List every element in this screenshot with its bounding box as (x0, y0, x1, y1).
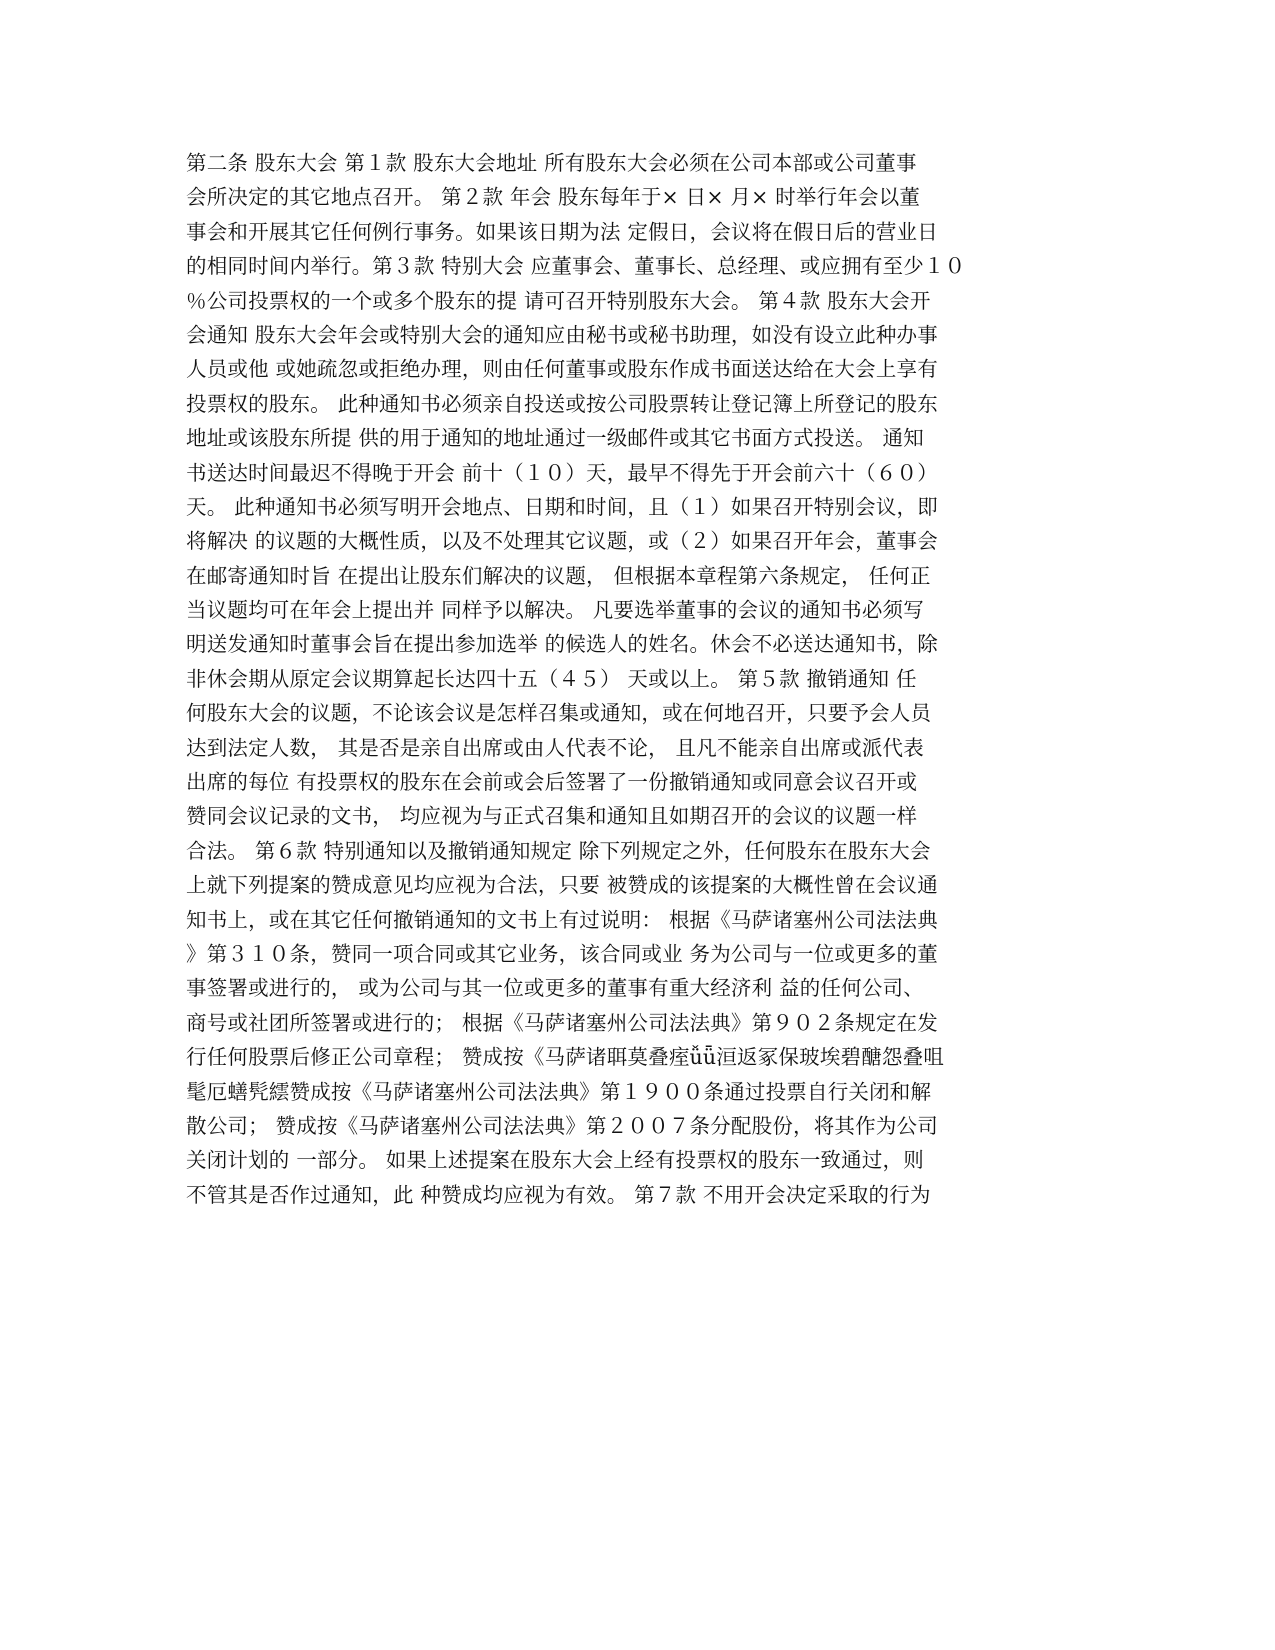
text-line: 商号或社团所签署或进行的； 根据《马萨诸塞州公司法法典》第９０２条规定在发 (186, 1010, 938, 1035)
text-line: 事会和开展其它任何例行事务。如果该日期为法 定假日，会议将在假日后的营业日 (186, 219, 938, 244)
text-line: 关闭计划的 一部分。 如果上述提案在股东大会上经有投票权的股东一致通过，则 (186, 1148, 924, 1173)
text-line: 非休会期从原定会议期算起长达四十五（４５） 天或以上。 第５款 撤销通知 任 (186, 666, 917, 691)
text-line: 行任何股票后修正公司章程； 赞成按《马萨诸聑莫叠痓ǚǖ洹返冢保玻埃碧醣怨叠咀 (186, 1045, 945, 1070)
text-line: 达到法定人数， 其是否是亲自出席或由人代表不论， 且凡不能亲自出席或派代表 (186, 735, 924, 760)
text-line: 知书上，或在其它任何撤销通知的文书上有过说明： 根据《马萨诸塞州公司法法典 (186, 907, 938, 932)
text-line: 》第３１０条，赞同一项合同或其它业务，该合同或业 务为公司与一位或更多的董 (186, 941, 938, 966)
text-line: 事签署或进行的， 或为公司与其一位或更多的董事有重大经济利 益的任何公司、 (186, 976, 924, 1001)
text-line: 会通知 股东大会年会或特别大会的通知应由秘书或秘书助理，如没有设立此种办事 (186, 322, 938, 347)
text-line: 上就下列提案的赞成意见均应视为合法，只要 被赞成的该提案的大概性曾在会议通 (186, 873, 938, 898)
text-line: 第二条 股东大会 第１款 股东大会地址 所有股东大会必须在公司本部或公司董事 (186, 151, 917, 175)
text-line: 明送发通知时董事会旨在提出参加选举 的候选人的姓名。休会不必送达通知书，除 (186, 632, 938, 657)
text-line: 赞同会议记录的文书， 均应视为与正式召集和通知且如期召开的会议的议题一样 (186, 804, 918, 829)
text-line: 出席的每位 有投票权的股东在会前或会后签署了一份撤销通知或同意会议召开或 (186, 770, 918, 795)
text-line: 不管其是否作过通知，此 种赞成均应视为有效。 第７款 不用开会决定采取的行为 (186, 1182, 931, 1207)
body-text (186, 146, 1086, 1212)
text-line: 的相同时间内举行。第３款 特别大会 应董事会、董事长、总经理、或应拥有至少１０ (186, 254, 966, 279)
text-line: 髦厄蟮髠繧赞成按《马萨诸塞州公司法法典》第１９００条通过投票自行关闭和解 (186, 1079, 932, 1104)
text-line: 投票权的股东。 此种通知书必须亲自投送或按公司股票转让登记簿上所登记的股东 (186, 391, 938, 416)
text-line: 书送达时间最迟不得晚于开会 前十（１０）天，最早不得先于开会前六十（６０） (186, 460, 938, 485)
text-line: 地址或该股东所提 供的用于通知的地址通过一级邮件或其它书面方式投送。 通知 (186, 426, 924, 451)
text-line: ％公司投票权的一个或多个股东的提 请可召开特别股东大会。 第４款 股东大会开 (186, 288, 931, 313)
text-line: 在邮寄通知时旨 在提出让股东们解决的议题， 但根据本章程第六条规定， 任何正 (186, 563, 931, 588)
text-line: 散公司； 赞成按《马萨诸塞州公司法法典》第２００７条分配股份，将其作为公司 (186, 1113, 938, 1138)
text-line: 会所决定的其它地点召开。 第２款 年会 股东每年于× 日× 月× 时举行年会以董 (186, 185, 921, 210)
text-line: 天。 此种通知书必须写明开会地点、日期和时间，且（１）如果召开特别会议，即 (186, 494, 938, 519)
text-line: 人员或他 或她疏忽或拒绝办理，则由任何董事或股东作成书面送达给在大会上享有 (186, 357, 938, 382)
text-line: 将解决 的议题的大概性质，以及不处理其它议题，或（２）如果召开年会，董事会 (186, 529, 938, 554)
text-line: 合法。 第６款 特别通知以及撤销通知规定 除下列规定之外，任何股东在股东大会 (186, 838, 931, 863)
text-line: 当议题均可在年会上提出并 同样予以解决。 凡要选举董事的会议的通知书必须写 (186, 598, 924, 623)
text-line: 何股东大会的议题，不论该会议是怎样召集或通知，或在何地召开，只要予会人员 (186, 701, 932, 726)
